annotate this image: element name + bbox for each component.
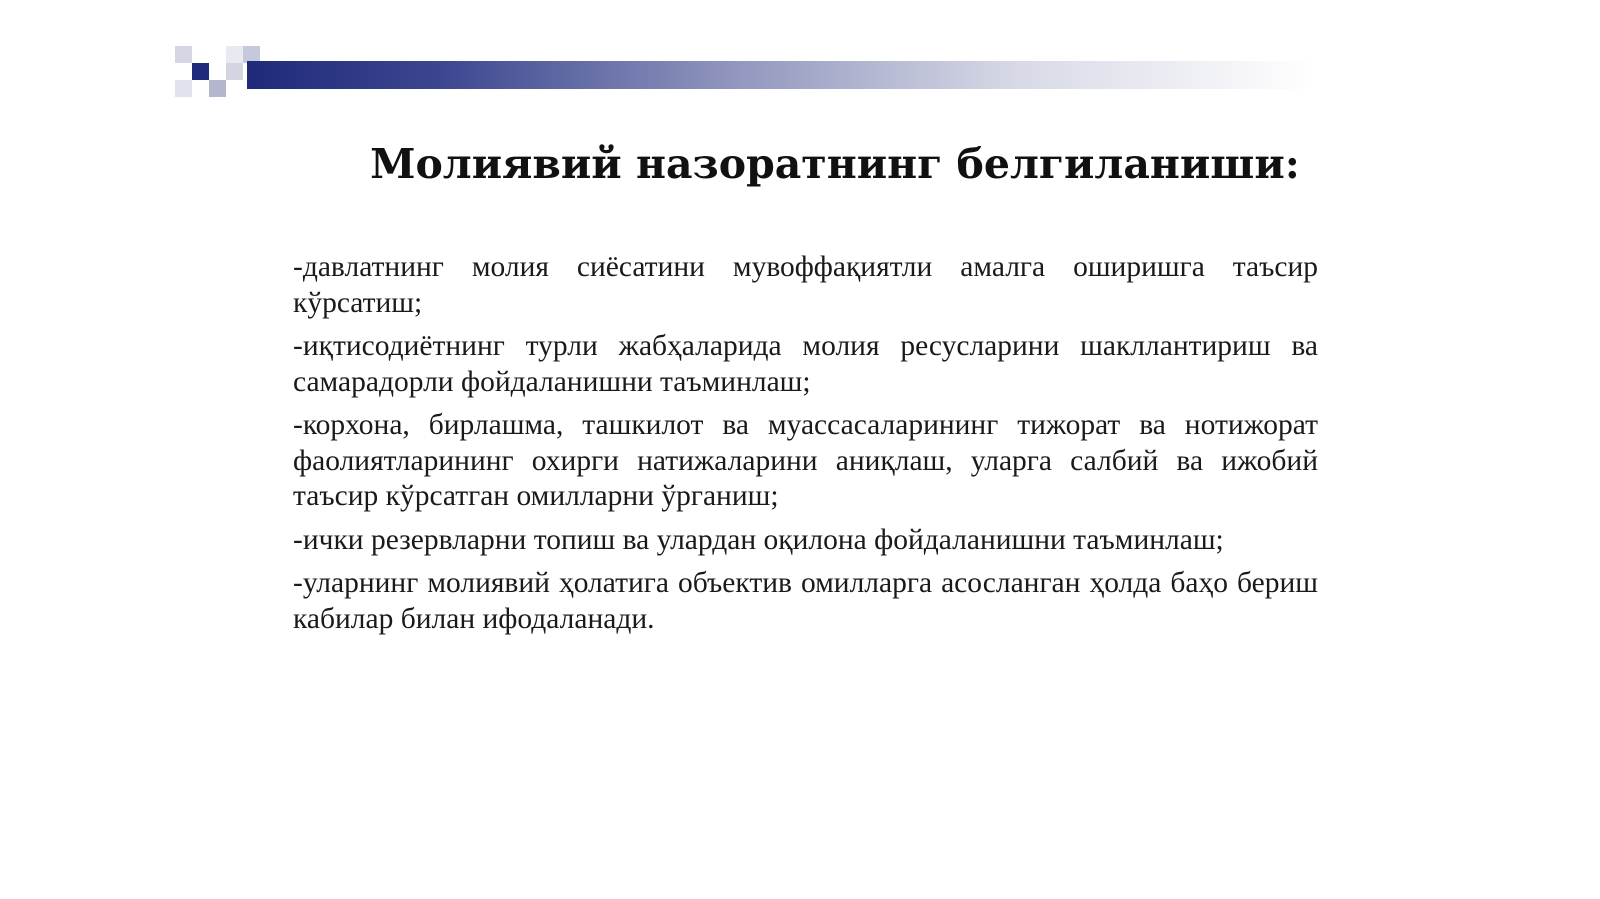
deco-square — [192, 63, 209, 80]
deco-square — [226, 63, 243, 80]
list-item: -ички резервларни топиш ва улардан оқилона фойдаланишни таъминлаш; — [293, 523, 1224, 556]
deco-square — [175, 80, 192, 97]
slide-title: Молиявий назоратнинг белгиланиши: — [370, 140, 1300, 188]
list-item: -уларнинг молиявий ҳолатига объектив омилларга асосланган ҳолда баҳо бериш кабилар билан ифодаланади. — [293, 567, 1318, 635]
list-item: -иқтисодиётнинг турли жабҳаларида молия ресусларини шакллантириш ва самарадорли фойдаланишни таъминлаш; — [293, 330, 1318, 398]
header-decoration — [175, 46, 1315, 106]
deco-square — [175, 46, 192, 63]
deco-square — [209, 80, 226, 97]
slide-body — [293, 250, 1318, 645]
header-gradient-bar — [247, 61, 1315, 89]
list-item: -корхона, бирлашма, ташкилот ва муассасаларининг тижорат ва нотижорат фаолиятларининг охирги натижаларини аниқлаш, уларга салбий ва ижобий таъсир кўрсатган омилларни ўрганиш; — [293, 409, 1318, 512]
deco-square — [226, 46, 243, 63]
list-item: -давлатнинг молия сиёсатини мувоффақиятли амалга оширишга таъсир кўрсатиш; — [293, 251, 1318, 319]
